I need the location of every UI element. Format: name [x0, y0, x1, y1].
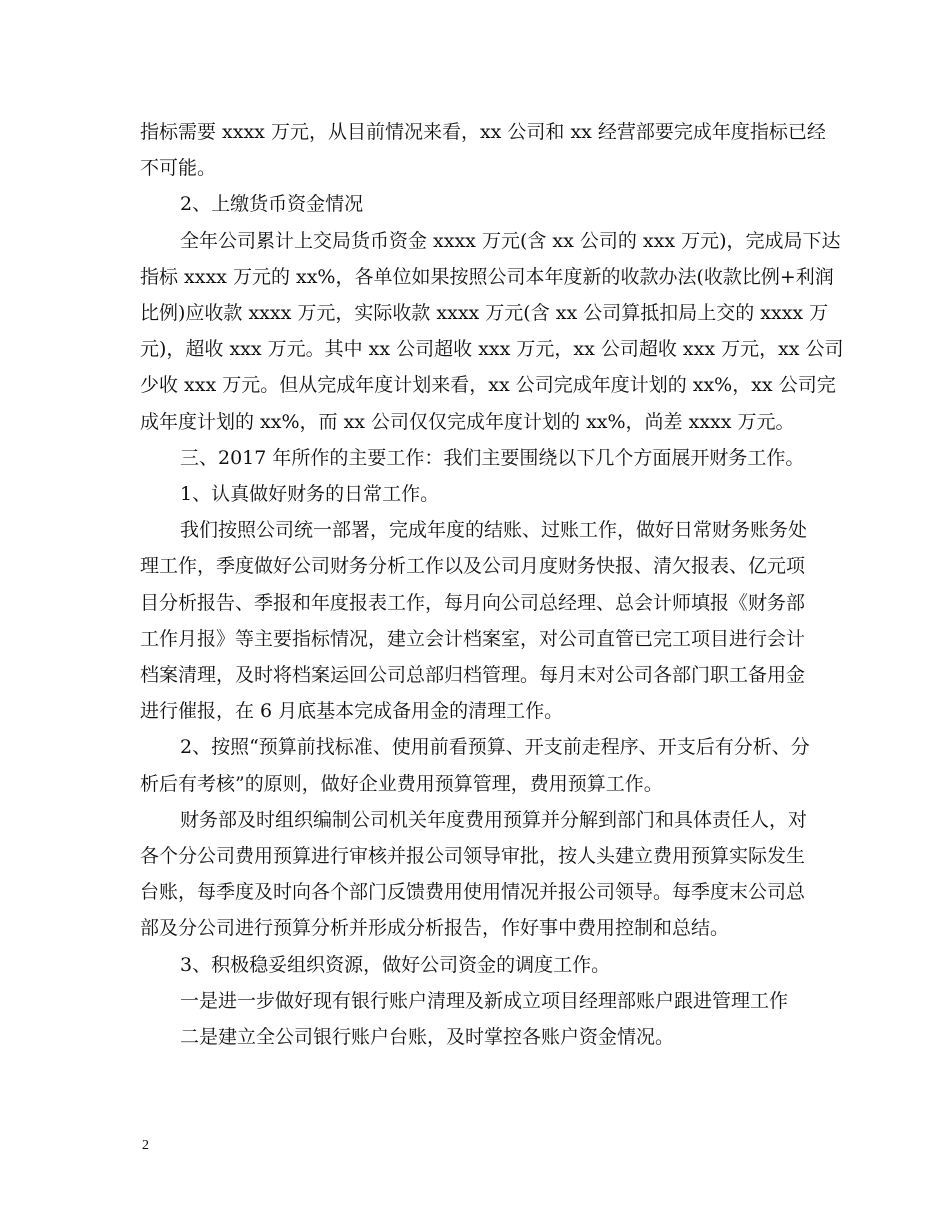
body-text: [140, 114, 844, 1055]
section-heading: 2、按照“预算前找标准、使用前看预算、开支前走程序、开支后有分析、分: [180, 736, 810, 759]
text-line: 少收 xxx 万元。但从完成年度计划来看，xx 公司完成年度计划的 xx%，xx 公司完: [140, 374, 836, 397]
section-heading: 1、认真做好财务的日常工作。: [180, 483, 440, 506]
text-line: 进行催报，在 6 月底基本完成备用金的清理工作。: [140, 700, 564, 723]
text-line: 一是进一步做好现有银行账户清理及新成立项目经理部账户跟进管理工作: [180, 989, 789, 1012]
text-line: 成年度计划的 xx%，而 xx 公司仅仅完成年度计划的 xx%，尚差 xxxx 万元。: [140, 410, 795, 433]
text-line: 财务部及时组织编制公司机关年度费用预算并分解到部门和具体责任人，对: [180, 808, 808, 831]
text-line: 析后有考核”的原则，做好企业费用预算管理，费用预算工作。: [140, 772, 663, 795]
section-heading: 三、2017 年所作的主要工作：我们主要围绕以下几个方面展开财务工作。: [180, 446, 805, 469]
text-line: 不可能。: [140, 157, 217, 180]
text-line: 各个分公司费用预算进行审核并报公司领导审批，按人头建立费用预算实际发生: [140, 845, 806, 868]
text-line: 指标 xxxx 万元的 xx%，各单位如果按照公司本年度新的收款办法(收款比例+利润: [140, 265, 834, 288]
section-heading: 3、积极稳妥组织资源，做好公司资金的调度工作。: [180, 953, 611, 976]
text-line: 全年公司累计上交局货币资金 xxxx 万元(含 xx 公司的 xxx 万元)，完成局下达: [180, 229, 841, 252]
text-line: 指标需要 xxxx 万元，从目前情况来看，xx 公司和 xx 经营部要完成年度指标已经: [140, 121, 826, 143]
page-number: 2: [142, 1138, 149, 1153]
text-line: 档案清理，及时将档案运回公司总部归档管理。每月末对公司各部门职工备用金: [140, 664, 806, 687]
text-line: 我们按照公司统一部署，完成年度的结账、过账工作，做好日常财务账务处: [180, 519, 808, 542]
section-heading: 2、上缴货币资金情况: [180, 193, 364, 216]
text-line: 部及分公司进行预算分析并形成分析报告，作好事中费用控制和总结。: [140, 917, 730, 940]
text-line: 目分析报告、季报和年度报表工作，每月向公司总经理、总会计师填报《财务部: [140, 591, 806, 614]
text-line: 台账，每季度及时向各个部门反馈费用使用情况并报公司领导。每季度末公司总: [140, 881, 806, 904]
text-line: 二是建立全公司银行账户台账，及时掌控各账户资金情况。: [180, 1026, 675, 1049]
text-line: 理工作，季度做好公司财务分析工作以及公司月度财务快报、清欠报表、亿元项: [140, 555, 806, 578]
text-line: 比例)应收款 xxxx 万元，实际收款 xxxx 万元(含 xx 公司算抵扣局上交的 xxxx 万: [140, 302, 829, 325]
text-line: 元)，超收 xxx 万元。其中 xx 公司超收 xxx 万元，xx 公司超收 xxx 万元，xx 公司: [140, 338, 844, 361]
text-line: 工作月报》等主要指标情况，建立会计档案室，对公司直管已完工项目进行会计: [140, 627, 806, 650]
